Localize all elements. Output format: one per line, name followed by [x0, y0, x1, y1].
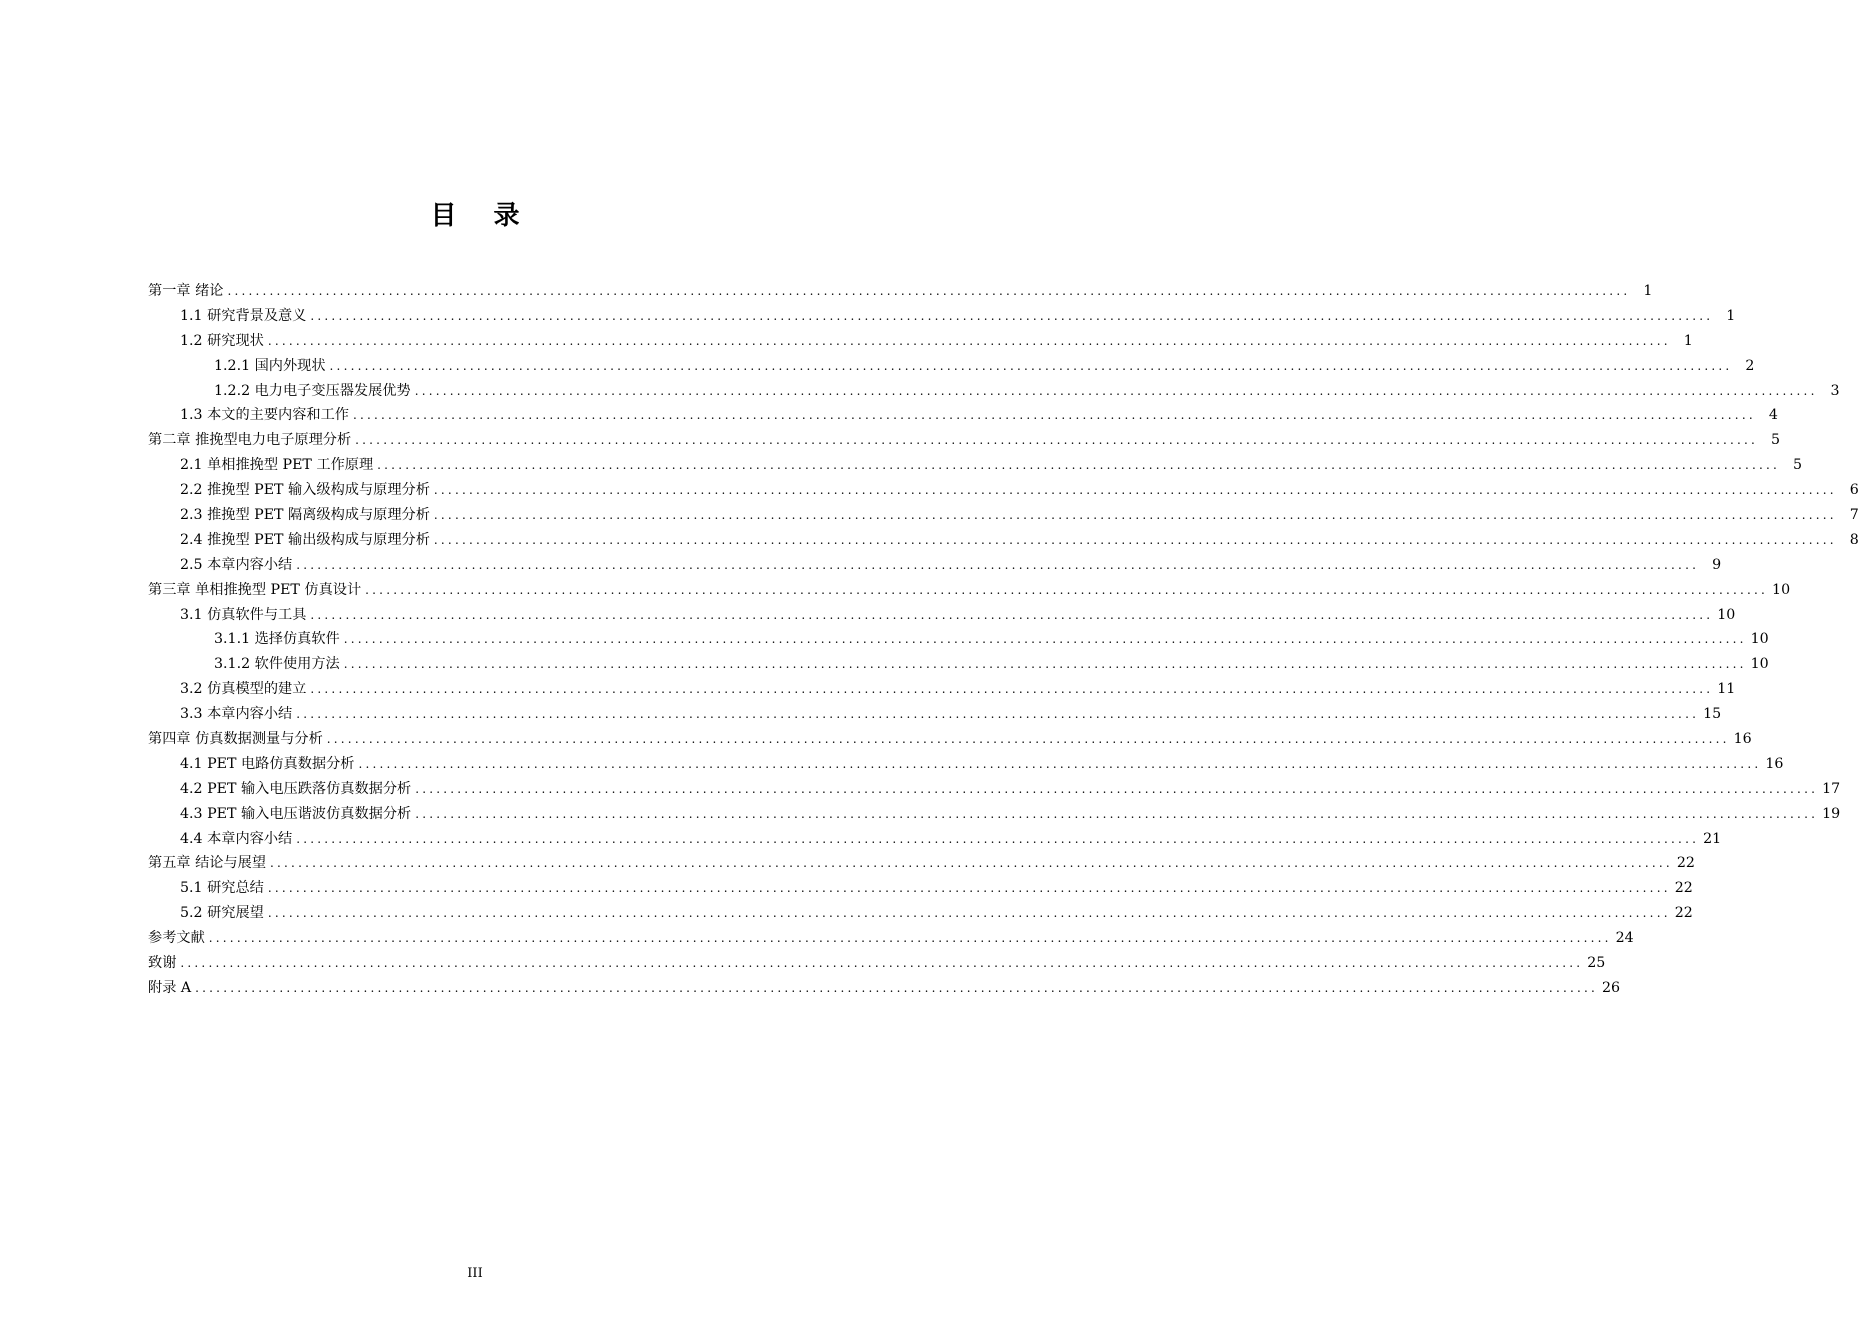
toc-entry[interactable]: [148, 777, 1841, 802]
toc-entry-label: 4.3 PET 输入电压谐波仿真数据分析: [180, 805, 412, 822]
toc-entry[interactable]: [148, 329, 1693, 354]
toc-entry-page: 9: [1712, 556, 1722, 573]
toc-entry[interactable]: [148, 528, 1859, 553]
toc-entry-page: 10: [1750, 631, 1769, 648]
toc-entry-page: 22: [1674, 905, 1693, 922]
toc-entry-page: 5: [1771, 432, 1781, 449]
toc-entry[interactable]: [148, 677, 1736, 702]
toc-entry-page: 10: [1750, 656, 1769, 673]
toc-entry-label: 4.1 PET 电路仿真数据分析: [180, 755, 355, 772]
toc-entry-page: 2: [1745, 357, 1755, 374]
toc-entry-label: 3.1 仿真软件与工具: [180, 606, 307, 623]
toc-entry-label: 4.2 PET 输入电压跌落仿真数据分析: [180, 780, 412, 797]
toc-entry[interactable]: [148, 453, 1803, 478]
toc-entry[interactable]: [148, 503, 1859, 528]
toc-entry[interactable]: [148, 702, 1722, 727]
toc-entry-label: 2.1 单相推挽型 PET 工作原理: [180, 457, 374, 474]
toc-entry-label: 1.2.1 国内外现状: [214, 357, 326, 374]
toc-leader-dots: ........................................................................................................................................................................................................: [329, 358, 1733, 373]
toc-entry[interactable]: [148, 851, 1695, 876]
toc-entry-page: 16: [1733, 731, 1752, 748]
toc-leader-dots: ........................................................................................................................................................................................................: [414, 383, 1818, 398]
toc-leader-dots: ........................................................................................................................................................................................................: [433, 532, 1837, 547]
toc-entry[interactable]: [148, 478, 1859, 503]
toc-leader-dots: ........................................................................................................................................................................................................: [267, 333, 1671, 348]
toc-entry[interactable]: [148, 802, 1841, 827]
toc-entry-page: 1: [1683, 332, 1693, 349]
toc-leader-dots: ........................................................................................................................................................................................................: [227, 284, 1631, 298]
toc-leader-dots: ........................................................................................................................................................................................................: [208, 931, 1612, 946]
toc-entry-label: 5.1 研究总结: [180, 880, 264, 897]
toc-leader-dots: ........................................................................................................................................................................................................: [296, 557, 1700, 572]
toc-entry-label: 附录 A: [148, 979, 192, 996]
toc-entry-label: 4.4 本章内容小结: [180, 830, 293, 847]
toc-entry-label: 3.2 仿真模型的建立: [180, 681, 307, 698]
toc-leader-dots: ........................................................................................................................................................................................................: [267, 881, 1671, 896]
toc-entry-label: 3.3 本章内容小结: [180, 706, 293, 723]
toc-entry[interactable]: [148, 926, 1634, 951]
toc-entry-label: 2.5 本章内容小结: [180, 556, 293, 573]
toc-leader-dots: ........................................................................................................................................................................................................: [310, 607, 1714, 622]
toc-entry-page: 26: [1602, 979, 1621, 996]
toc-entry-label: 1.3 本文的主要内容和工作: [180, 407, 349, 424]
toc-entry-label: 第二章 推挽型电力电子原理分析: [148, 432, 352, 449]
toc-entry-label: 1.2 研究现状: [180, 332, 264, 349]
toc-entry-page: 25: [1587, 955, 1606, 972]
toc-entry[interactable]: [148, 652, 1769, 677]
toc-entry-label: 2.4 推挽型 PET 输出级构成与原理分析: [180, 531, 430, 548]
toc-entry-label: 第一章 绪论: [148, 283, 224, 299]
toc-entry-page: 4: [1768, 407, 1778, 424]
toc-entry[interactable]: [148, 827, 1722, 852]
toc-entry-page: 11: [1717, 681, 1736, 698]
toc-entry[interactable]: [148, 603, 1736, 628]
toc-entry-page: 15: [1703, 706, 1722, 723]
toc-entry-label: 2.2 推挽型 PET 输入级构成与原理分析: [180, 482, 430, 499]
toc-leader-dots: ........................................................................................................................................................................................................: [326, 732, 1730, 747]
page-title: 目 录: [430, 201, 534, 231]
toc-entry[interactable]: [148, 578, 1791, 603]
toc-leader-dots: ........................................................................................................................................................................................................: [296, 707, 1700, 722]
toc-entry[interactable]: [148, 403, 1778, 428]
toc-entry-page: 21: [1703, 830, 1722, 847]
toc-entry-page: 5: [1793, 457, 1803, 474]
toc-entry[interactable]: [148, 553, 1722, 578]
toc-leader-dots: ........................................................................................................................................................................................................: [195, 980, 1599, 995]
toc-entry-label: 致谢: [148, 955, 177, 972]
toc-entry-page: 22: [1676, 855, 1695, 872]
toc-entry[interactable]: [148, 727, 1752, 752]
toc-entry-page: 22: [1674, 880, 1693, 897]
toc-entry-label: 5.2 研究展望: [180, 905, 264, 922]
toc-leader-dots: ........................................................................................................................................................................................................: [343, 632, 1747, 647]
toc-entry-page: 16: [1765, 755, 1784, 772]
toc-entry-page: 10: [1772, 581, 1791, 598]
toc-leader-dots: ........................................................................................................................................................................................................: [267, 906, 1671, 921]
toc-leader-dots: ........................................................................................................................................................................................................: [358, 756, 1762, 771]
toc-leader-dots: ........................................................................................................................................................................................................: [352, 408, 1756, 423]
toc-entry-page: 7: [1849, 507, 1859, 524]
toc-entry[interactable]: [148, 379, 1840, 404]
toc-entry-label: 3.1.2 软件使用方法: [214, 656, 340, 673]
table-of-contents: [148, 279, 1859, 1001]
toc-leader-dots: ........................................................................................................................................................................................................: [310, 682, 1714, 697]
toc-leader-dots: ........................................................................................................................................................................................................: [180, 956, 1584, 971]
toc-entry[interactable]: [148, 976, 1621, 1001]
toc-leader-dots: ........................................................................................................................................................................................................: [415, 781, 1819, 796]
toc-entry-label: 1.1 研究背景及意义: [180, 307, 307, 324]
toc-entry[interactable]: [148, 627, 1769, 652]
toc-entry[interactable]: [148, 354, 1755, 379]
toc-leader-dots: ........................................................................................................................................................................................................: [433, 508, 1837, 523]
toc-leader-dots: ........................................................................................................................................................................................................: [433, 483, 1837, 498]
toc-entry-page: 19: [1822, 805, 1841, 822]
toc-leader-dots: ........................................................................................................................................................................................................: [415, 806, 1819, 821]
toc-entry-page: 3: [1830, 382, 1840, 399]
toc-leader-dots: ........................................................................................................................................................................................................: [296, 831, 1700, 846]
toc-entry[interactable]: [148, 901, 1693, 926]
toc-entry-page: 1: [1643, 283, 1653, 299]
toc-entry-label: 参考文献: [148, 930, 205, 947]
toc-entry[interactable]: [148, 752, 1784, 777]
toc-entry-page: 6: [1849, 482, 1859, 499]
toc-leader-dots: ........................................................................................................................................................................................................: [377, 458, 1781, 473]
toc-entry-page: 1: [1726, 307, 1736, 324]
toc-entry-label: 第五章 结论与展望: [148, 855, 267, 872]
toc-entry-page: 17: [1822, 780, 1841, 797]
page-number: III: [467, 1266, 483, 1281]
toc-entry[interactable]: [148, 951, 1606, 976]
toc-leader-dots: ........................................................................................................................................................................................................: [355, 433, 1759, 448]
toc-entry-page: 10: [1717, 606, 1736, 623]
toc-entry-label: 1.2.2 电力电子变压器发展优势: [214, 382, 411, 399]
toc-leader-dots: ........................................................................................................................................................................................................: [343, 657, 1747, 672]
toc-entry-page: 8: [1849, 531, 1859, 548]
toc-entry[interactable]: [148, 876, 1693, 901]
toc-entry[interactable]: [148, 428, 1781, 453]
toc-entry[interactable]: [148, 279, 1653, 304]
toc-leader-dots: ........................................................................................................................................................................................................: [365, 582, 1769, 597]
toc-entry[interactable]: [148, 304, 1736, 329]
toc-entry-label: 第四章 仿真数据测量与分析: [148, 731, 323, 748]
toc-leader-dots: ........................................................................................................................................................................................................: [310, 308, 1714, 323]
toc-entry-page: 24: [1615, 930, 1634, 947]
toc-entry-label: 3.1.1 选择仿真软件: [214, 631, 340, 648]
toc-entry-label: 第三章 单相推挽型 PET 仿真设计: [148, 581, 362, 598]
toc-entry-label: 2.3 推挽型 PET 隔离级构成与原理分析: [180, 507, 430, 524]
toc-leader-dots: ........................................................................................................................................................................................................: [270, 856, 1673, 871]
